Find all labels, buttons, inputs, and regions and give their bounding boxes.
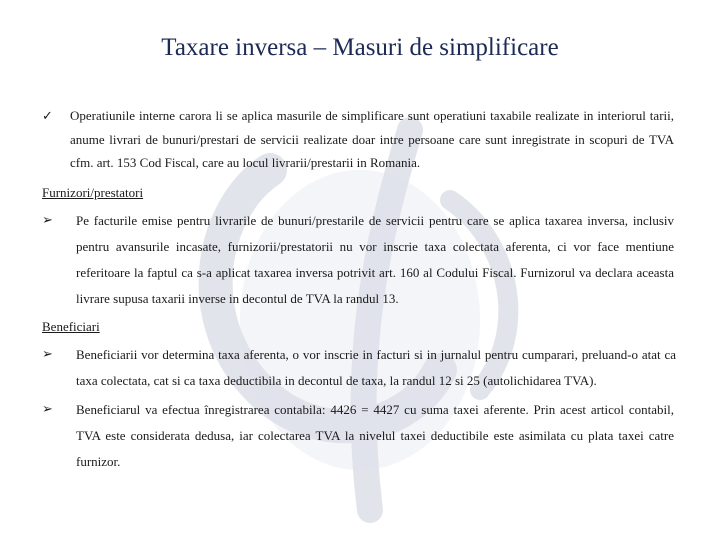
page-title: Taxare inversa – Masuri de simplificare [161, 34, 559, 61]
beneficiaries-paragraph-2: Beneficiarul va efectua înregistrarea contabila: 4426 = 4427 cu suma taxei aferente. Prin acest articol contabil, TVA este considerata dedusa, iar colectarea TVA la nivelul taxei deductibile este asimilata cu plata taxei catre furnizor. [76, 402, 674, 469]
beneficiaries-heading: Beneficiari [42, 319, 100, 334]
arrow-bullet-icon: ➢ [42, 212, 53, 227]
suppliers-heading: Furnizori/prestatori [42, 185, 144, 200]
intro-paragraph: Operatiunile interne carora li se aplica masurile de simplificare sunt operatiuni taxabile realizate in interiorul tarii, anume livrari de bunuri/prestari de servicii realizate doar intre persoane care sunt inregistrate in scopuri de TVA cfm. art. 153 Cod Fiscal, care au locul livrarii/prestarii in Romania. [70, 108, 674, 170]
beneficiaries-paragraph-1: Beneficiarii vor determina taxa aferenta, o vor inscrie in facturi si in jurnalul pentru cumparari, preluand-o atat ca taxa colectata, cat si ca taxa deductibila in decontul de taxa, la randul 12 si 25 (autolichidarea TVA). [76, 347, 676, 388]
arrow-bullet-icon: ➢ [42, 401, 53, 416]
check-mark-icon: ✓ [42, 108, 53, 123]
suppliers-paragraph: Pe facturile emise pentru livrarile de bunuri/prestarile de servicii pentru care se aplica taxarea inversa, inclusiv pentru avansurile incasate, furnizorii/prestatorii nu vor inscrie taxa colectata aferenta, ci vor face mentiune referitoare la faptul ca s-a aplicat taxarea inversa potrivit art. 160 al Codului Fiscal. Furnizorul va declara aceasta livrare supusa taxarii inverse in decontul de TVA la randul 13. [76, 213, 674, 306]
arrow-bullet-icon: ➢ [42, 346, 53, 361]
